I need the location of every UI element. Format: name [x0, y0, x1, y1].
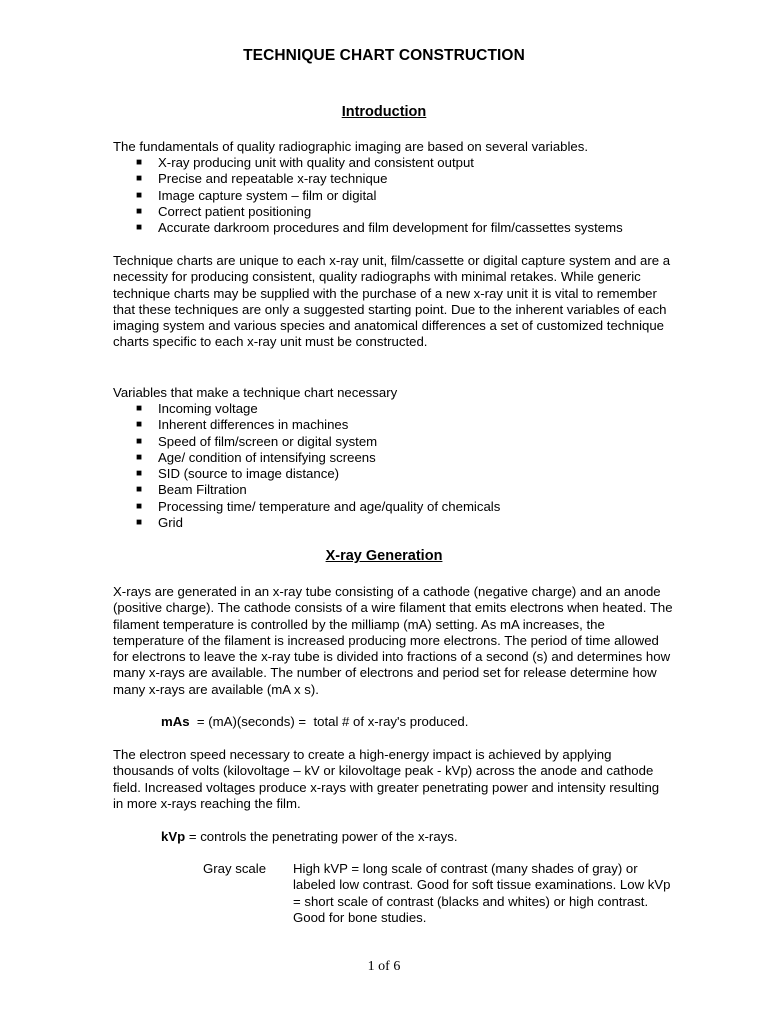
list-item: [113, 188, 623, 204]
list-item-text: Age/ condition of intensifying screens: [158, 449, 376, 465]
intro-lead-text: The fundamentals of quality radiographic imaging are based on several variables.: [113, 139, 589, 154]
bullet-icon: ■: [136, 189, 143, 201]
list-item: [113, 450, 500, 466]
kvp-formula: [161, 829, 458, 845]
list-item-text: Processing time/ temperature and age/quality of chemicals: [158, 498, 501, 514]
bullet-icon: ■: [136, 484, 143, 496]
intro-paragraph: Technique charts are unique to each x-ray unit, film/cassette or digital capture system and are a necessity for producing consistent, quality radiographs with minimal retakes. While generic technique charts may be supplied with the purchase of a new x-ray unit it is vital to remember that these techniques are only a suggested starting point. Due to the inherent variables of each imaging system and various species and anatomical differences a set of customized technique charts specific to each x-ray unit must be constructed.: [113, 253, 671, 350]
bullet-icon: ■: [136, 435, 143, 447]
variables-bullet-list: [113, 401, 500, 531]
bullet-icon: ■: [136, 403, 143, 414]
list-item-text: SID (source to image distance): [158, 466, 340, 482]
list-item-text: Speed of film/screen or digital system: [158, 433, 378, 449]
page-number: 1 of 6: [367, 959, 401, 974]
introduction-heading: Introduction: [341, 104, 427, 120]
mas-formula: [161, 714, 468, 730]
xray-generation-heading: X-ray Generation: [325, 548, 443, 564]
list-item: [113, 171, 623, 187]
list-item-text: X-ray producing unit with quality and consistent output: [158, 155, 474, 170]
variables-lead-text: Variables that make a technique chart necessary: [113, 385, 398, 400]
document-title: TECHNIQUE CHART CONSTRUCTION: [243, 47, 525, 64]
list-item: [113, 220, 623, 236]
list-item-text: Inherent differences in machines: [158, 417, 349, 433]
list-item-text: Incoming voltage: [158, 401, 258, 416]
bullet-icon: ■: [136, 468, 143, 480]
mas-term: mAs: [161, 714, 190, 729]
xray-paragraph-1: X-rays are generated in an x-ray tube consisting of a cathode (negative charge) and an anode (positive charge). The cathode consists of a wire filament that emits electrons when heated. The filament temperature is controlled by the milliamp (mA) setting. As mA increases, the temperature of the filament is increased producing more electrons. The period of time allowed for electrons to leave the x-ray tube is divided into fractions of a second (s) and determines how many x-rays are available. The number of electrons and period set for release determine how many x-rays are available (mA x s).: [113, 584, 673, 697]
list-item: [113, 466, 500, 482]
list-item: [113, 155, 623, 171]
list-item-text: Precise and repeatable x-ray technique: [158, 171, 388, 187]
list-item-text: Accurate darkroom procedures and film development for film/cassettes systems: [158, 220, 623, 236]
list-item: [113, 515, 500, 531]
kvp-term: kVp: [161, 829, 186, 844]
list-item-text: Beam Filtration: [158, 482, 247, 498]
list-item: [113, 417, 500, 433]
bullet-icon: ■: [136, 419, 143, 431]
bullet-icon: ■: [136, 500, 143, 512]
bullet-icon: ■: [136, 205, 143, 217]
grayscale-text: High kVP = long scale of contrast (many shades of gray) or labeled low contrast. Good for soft tissue examinations. Low kVp = short scale of contrast (blacks and whites) or high contrast. Good for bone studies.: [293, 861, 671, 925]
list-item-text: Image capture system – film or digital: [158, 187, 377, 203]
list-item: [113, 434, 500, 450]
bullet-icon: ■: [136, 517, 143, 529]
grayscale-label: Gray scale: [203, 861, 267, 876]
bullet-icon: ■: [136, 451, 143, 463]
list-item: [113, 482, 500, 498]
xray-paragraph-2: The electron speed necessary to create a high-energy impact is achieved by applying thousands of volts (kilovoltage – kV or kilovoltage peak - kVp) across the anode and cathode field. Increased voltages produce x-rays with greater penetrating power and intensity resulting in more x-rays reaching the film.: [113, 747, 660, 811]
bullet-icon: ■: [136, 173, 143, 185]
list-item-text: Grid: [158, 515, 183, 531]
list-item: [113, 499, 500, 515]
kvp-definition: = controls the penetrating power of the x-rays.: [185, 829, 458, 844]
mas-definition: = (mA)(seconds) = total # of x-ray's produced.: [189, 714, 469, 729]
list-item-text: Correct patient positioning: [158, 203, 312, 219]
list-item: [113, 204, 623, 220]
bullet-icon: ■: [136, 157, 143, 168]
bullet-icon: ■: [136, 222, 143, 234]
intro-bullet-list: [113, 155, 623, 236]
list-item: [113, 401, 500, 417]
